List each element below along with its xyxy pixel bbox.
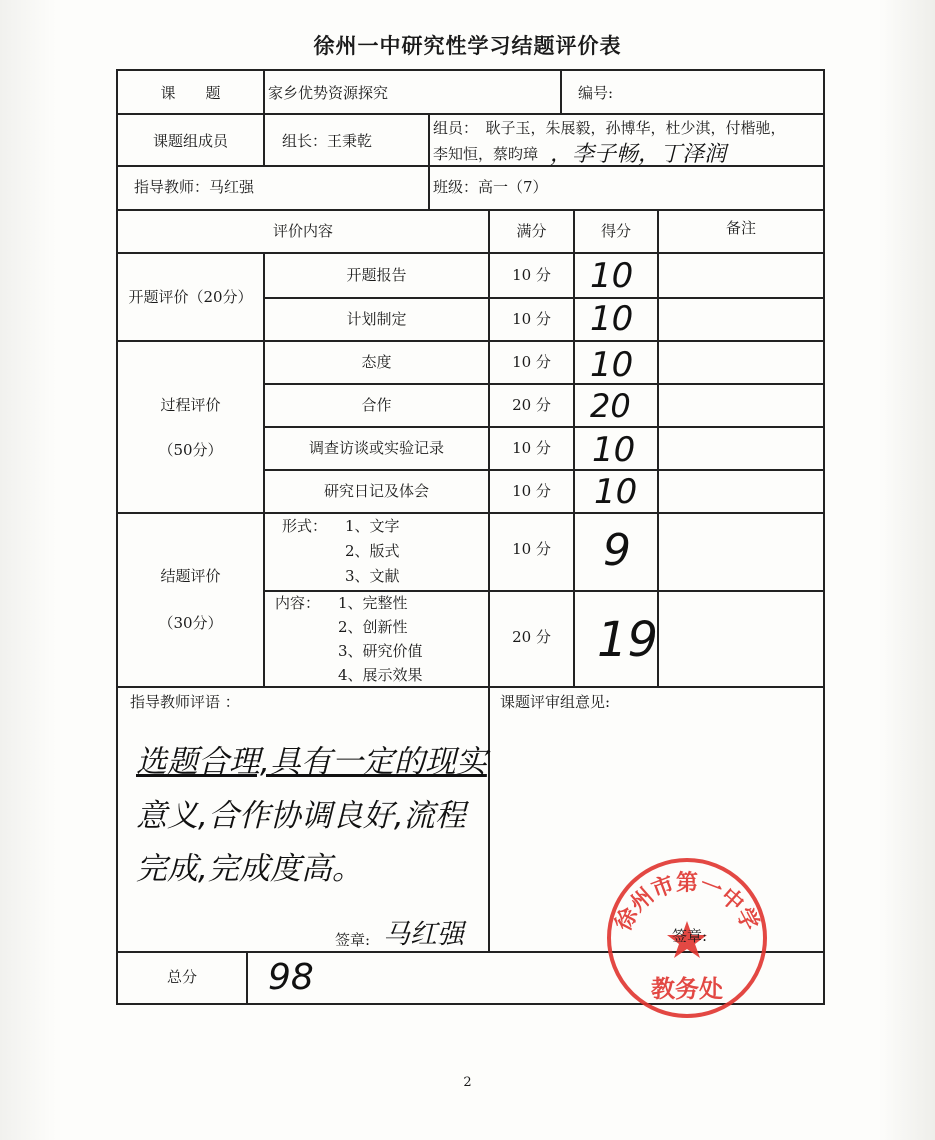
col-line (263, 69, 265, 165)
teacher-name: 指导教师：马红强 (134, 178, 255, 196)
row-full: 10 分 (512, 266, 551, 284)
topic-label: 课 题 (160, 84, 221, 102)
total-label: 总分 (166, 968, 197, 986)
teacher-signature: 马红强 (383, 919, 464, 950)
members-line-1: 组员： 耿子玉，朱展毅，孙博华，杜少淇，付楷驰， (433, 119, 786, 137)
row-full: 10 分 (512, 482, 551, 500)
table-border-left (116, 69, 118, 1005)
row-line (263, 297, 825, 299)
row-line (263, 590, 825, 592)
form-item-3: 3、文献 (345, 567, 400, 585)
row-item: 开题报告 (346, 266, 407, 284)
row-line (116, 686, 825, 688)
row-item: 调查访谈或实验记录 (308, 439, 444, 457)
row-line (116, 252, 825, 254)
class-name: 班级：高一（7） (433, 178, 548, 196)
row-line (263, 469, 825, 471)
row-item: 态度 (361, 353, 392, 371)
form-item-1: 1、文字 (345, 517, 400, 535)
row-line (116, 340, 825, 342)
teacher-sign-label: 签章: (335, 931, 371, 949)
header-remark: 备注 (725, 219, 756, 237)
content-item-4: 4、展示效果 (338, 666, 423, 684)
content-label: 内容： (275, 594, 321, 612)
row-score: 10 (590, 256, 634, 296)
row-line (116, 209, 825, 211)
row-line (263, 383, 825, 385)
row-score: 10 (590, 299, 634, 339)
group-final-points: （30分） (158, 614, 223, 632)
group-open-label: 开题评价（20分） (128, 288, 253, 306)
form-title: 徐州一中研究性学习结题评价表 (313, 33, 622, 58)
header-score: 得分 (600, 222, 631, 240)
row-score: 20 (590, 387, 631, 425)
group-final-label: 结题评价 (160, 567, 221, 585)
teacher-comment-line-1: 选题合理,具有一定的现实 (136, 744, 487, 780)
row-line (116, 113, 825, 115)
row-line (263, 426, 825, 428)
content-score: 19 (597, 612, 659, 668)
form-score: 9 (603, 525, 631, 576)
seal-text-top: 徐州市第一中学 (610, 869, 764, 936)
row-score: 10 (592, 430, 636, 470)
row-full: 10 分 (512, 310, 551, 328)
row-line (116, 512, 825, 514)
row-item: 计划制定 (346, 310, 407, 328)
teacher-comment-line-3: 完成,完成度高。 (136, 851, 363, 887)
teacher-comment-label: 指导教师评语 ： (130, 693, 240, 711)
members-handwritten: ，李子畅，丁泽润 (550, 142, 727, 167)
header-content: 评价内容 (272, 222, 333, 240)
form-item-2: 2、版式 (345, 542, 400, 560)
row-full: 10 分 (512, 439, 551, 457)
content-item-1: 1、完整性 (338, 594, 408, 612)
header-full-score: 满分 (516, 222, 547, 240)
col-line (246, 951, 248, 1005)
col-line (428, 113, 430, 209)
members-label: 课题组成员 (152, 132, 228, 150)
col-line (560, 69, 562, 113)
page-number: 2 (463, 1075, 472, 1090)
panel-sign-label: 签章: (672, 927, 708, 945)
col-line (573, 209, 575, 686)
table-border-top (116, 69, 825, 71)
row-full: 20 分 (512, 396, 551, 414)
leader-name: 组长：王秉乾 (282, 132, 373, 150)
panel-opinion-label: 课题评审组意见: (500, 693, 611, 711)
table-border-right (823, 69, 825, 1005)
number-label: 编号: (578, 84, 614, 102)
row-full: 10 分 (512, 353, 551, 371)
group-process-points: （50分） (158, 441, 223, 459)
content-full: 20 分 (512, 628, 551, 646)
teacher-comment-line-2: 意义,合作协调良好,流程 (136, 798, 466, 834)
form-label: 形式： (282, 517, 328, 535)
content-item-2: 2、创新性 (338, 618, 408, 636)
seal-text-bottom: 教务处 (651, 974, 723, 1003)
group-process-label: 过程评价 (160, 396, 221, 414)
row-item: 合作 (361, 396, 392, 414)
row-item: 研究日记及体会 (323, 482, 429, 500)
content-item-3: 3、研究价值 (338, 642, 423, 660)
total-value: 98 (268, 957, 314, 998)
members-line-2: 李知恒，蔡昀璋 (433, 145, 539, 163)
form-full: 10 分 (512, 540, 551, 558)
row-score: 10 (594, 472, 638, 512)
row-score: 10 (590, 345, 634, 385)
topic-value: 家乡优势资源探究 (268, 84, 389, 102)
